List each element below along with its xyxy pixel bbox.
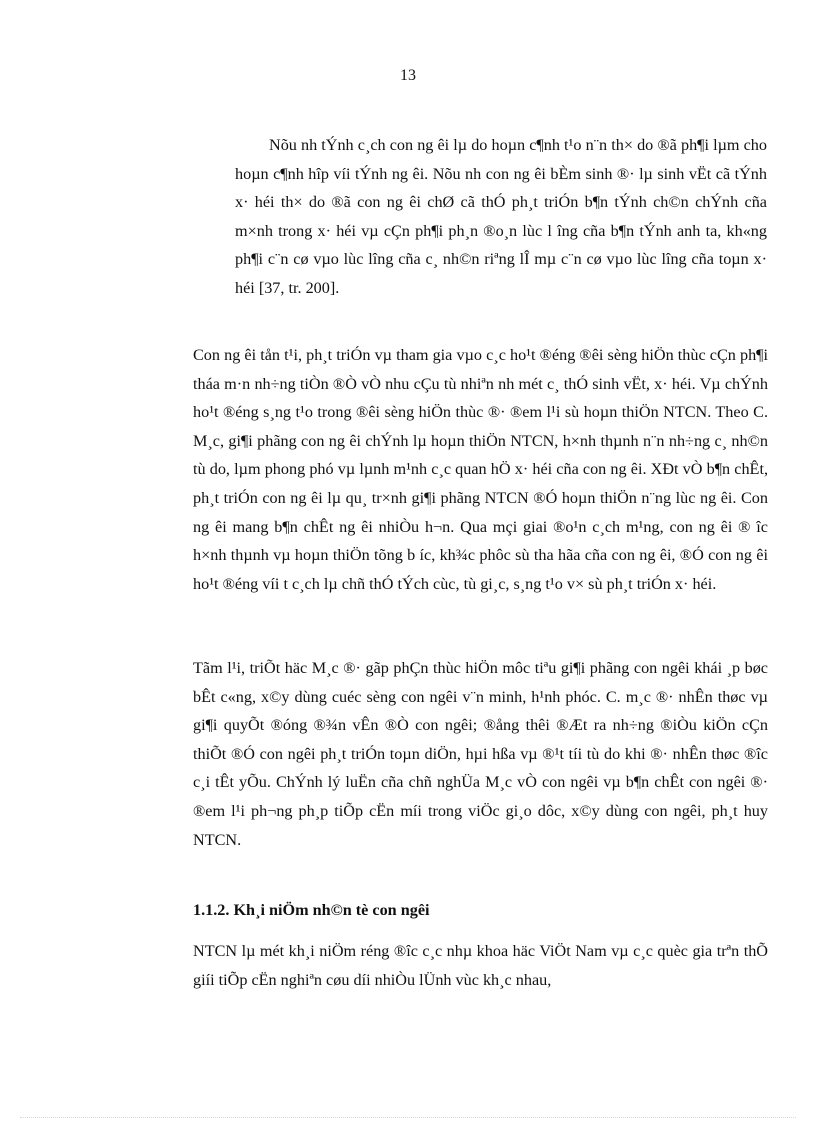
body-paragraph-2: Tãm l¹i, triÕt häc M¸c ®· gãp phÇn thùc hiÖn môc tiªu gi¶i phãng con ngêi khái ¸p bøc bÊt c«ng, x©y dùng cuéc sèng con ngêi v¨n minh, h¹nh phóc. C. m¸c ®· nhÊn thøc vµ gi¶i quyÕt ®óng ®¾n vÊn ®Ò con ngêi; ®ång thêi ®Æt ra nh÷ng ®iÒu kiÖn cÇn thiÕt ®Ó con ngêi ph¸t triÓn toµn diÖn, hµi hßa vµ ®¹t tíi tù do khi ®· nhÊn thøc ®îc c¸i tÊt yÕu. ChÝnh lý luËn cña chñ nghÜa M¸c vÒ con ngêi vµ b¶n chÊt con ngêi ®· ®em l¹i ph¬ng ph¸p tiÕp cËn míi trong viÖc gi¸o dôc, x©y dùng con ngêi, ph¸t huy NTCN.	[193, 659, 768, 849]
body-paragraph-1: Con ng êi tån t¹i, ph¸t triÓn vµ tham gia vµo c¸c ho¹t ®éng ®êi sèng hiÖn thùc cÇn ph¶i tháa m·n nh÷ng tiÒn ®Ò vÒ nhu cÇu tù nhiªn nh mét c¸ thÓ sinh vËt, x· héi. Vµ chÝnh ho¹t ®éng s¸ng t¹o trong ®êi sèng hiÖn thùc ®· ®em l¹i sù hoµn thiÖn NTCN. Theo C. M¸c, gi¶i phãng con ng êi chÝnh lµ hoµn thiÖn NTCN, h×nh thµnh n¨n nh÷ng c¸ nh©n tù do, lµm phong phó vµ lµnh m¹nh c¸c quan hÖ x· héi cña con ng êi. XÐt vÒ b¶n chÊt, ph¸t triÓn con ng êi lµ qu¸ tr×nh gi¶i phãng NTCN ®Ó hoµn thiÖn n¨ng lùc ng êi. Con ng êi mang b¶n chÊt ng êi nhiÒu h¬n. Qua mçi giai ®o¹n c¸ch m¹ng, con ng êi ® îc h×nh thµnh vµ hoµn thiÖn tõng b íc, kh¾c phôc sù tha hãa cña con ng êi, ®Ó con ng êi ho¹t ®éng víi t c¸ch lµ chñ thÓ tÝch cùc, tù gi¸c, s¸ng t¹o v× sù ph¸t triÓn x· héi.	[193, 346, 768, 593]
page-number: 13	[400, 67, 416, 84]
section-heading: 1.1.2. Kh¸i niÖm nh©n tè con ngêi	[193, 901, 430, 919]
page-bottom-divider	[20, 1117, 796, 1118]
block-quote: Nõu nh tÝnh c¸ch con ng êi lµ do hoµn c¶nh t¹o n¨n th× do ®ã ph¶i lµm cho hoµn c¶nh hîp víi tÝnh ng êi. Nõu nh con ng êi bÈm sinh ®· lµ sinh vËt cã tÝnh x· héi th× do ®ã con ng êi chØ cã thÓ ph¸t triÓn b¶n tÝnh ch©n chÝnh cña m×nh trong x· héi vµ cÇn ph¶i ph¸n ®o¸n lùc l îng cña b¶n tÝnh anh ta, kh«ng ph¶i c¨n cø vµo lùc lîng cña c¸ nh©n riªng lÎ mµ c¨n cø vµo lùc lîng cña toµn x· héi [37, tr. 200].	[235, 136, 767, 297]
body-paragraph-3: NTCN lµ mét kh¸i niÖm réng ®îc c¸c nhµ khoa häc ViÖt Nam vµ c¸c quèc gia trªn thÕ giíi tiÕp cËn nghiªn cøu díi nhiÒu lÜnh vùc kh¸c nhau,	[193, 942, 768, 989]
